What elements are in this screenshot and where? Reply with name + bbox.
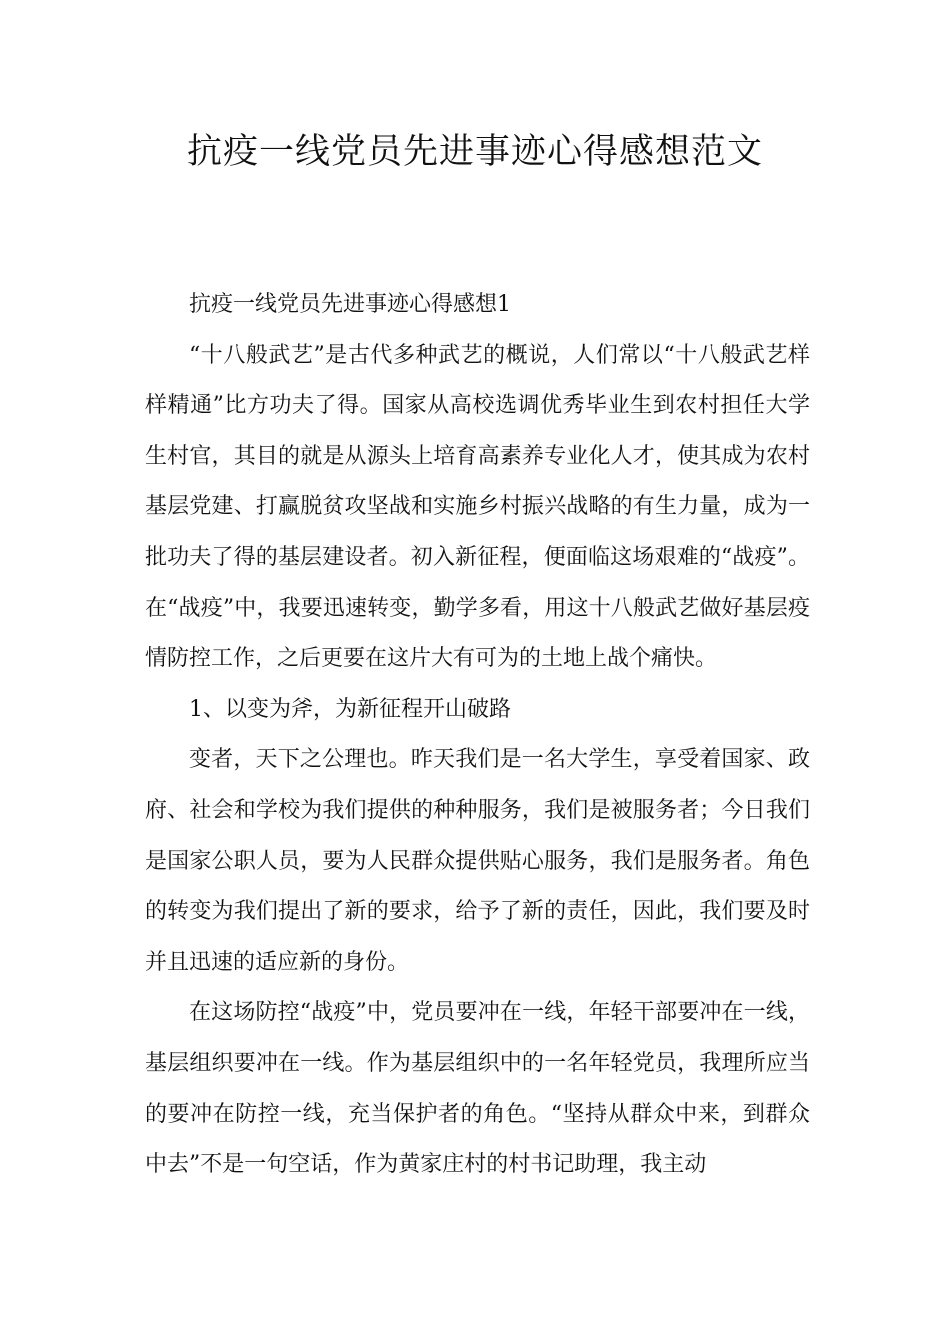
body-paragraph: “十八般武艺”是古代多种武艺的概说，人们常以“十八般武艺样样精通”比方功夫了得。国家从高校选调优秀毕业生到农村担任大学生村官，其目的就是从源头上培育高素养专业化人才，使其成为农村基层党建、打赢脱贫攻坚战和实施乡村振兴战略的有生力量，成为一批功夫了得的基层建设者。初入新征程，便面临这场艰难的“战疫”。在“战疫”中，我要迅速转变，勤学多看，用这十八般武艺做好基层疫情防控工作，之后更要在这片大有可为的土地上战个痛快。 bbox=[145, 342, 810, 672]
document-title: 抗疫一线党员先进事迹心得感想范文 bbox=[186, 132, 763, 172]
body-paragraph: 变者，天下之公理也。昨天我们是一名大学生，享受着国家、政府、社会和学校为我们提供的种种服务，我们是被服务者；今日我们是国家公职人员，要为人民群众提供贴心服务，我们是服务者。角色的转变为我们提出了新的要求，给予了新的责任，因此，我们要及时并且迅速的适应新的身份。 bbox=[145, 747, 810, 975]
body-paragraph: 在这场防控“战疫”中，党员要冲在一线，年轻干部要冲在一线，基层组织要冲在一线。作为基层组织中的一名年轻党员，我理所应当的要冲在防控一线，充当保护者的角色。“坚持从群众中来，到群众中去”不是一句空话，作为黄家庄村的村书记助理，我主动 bbox=[145, 1000, 810, 1178]
section-heading: 抗疫一线党员先进事迹心得感想1 bbox=[189, 292, 511, 317]
section-heading: 1、以变为斧，为新征程开山破路 bbox=[189, 696, 511, 722]
document-body bbox=[145, 280, 810, 1191]
